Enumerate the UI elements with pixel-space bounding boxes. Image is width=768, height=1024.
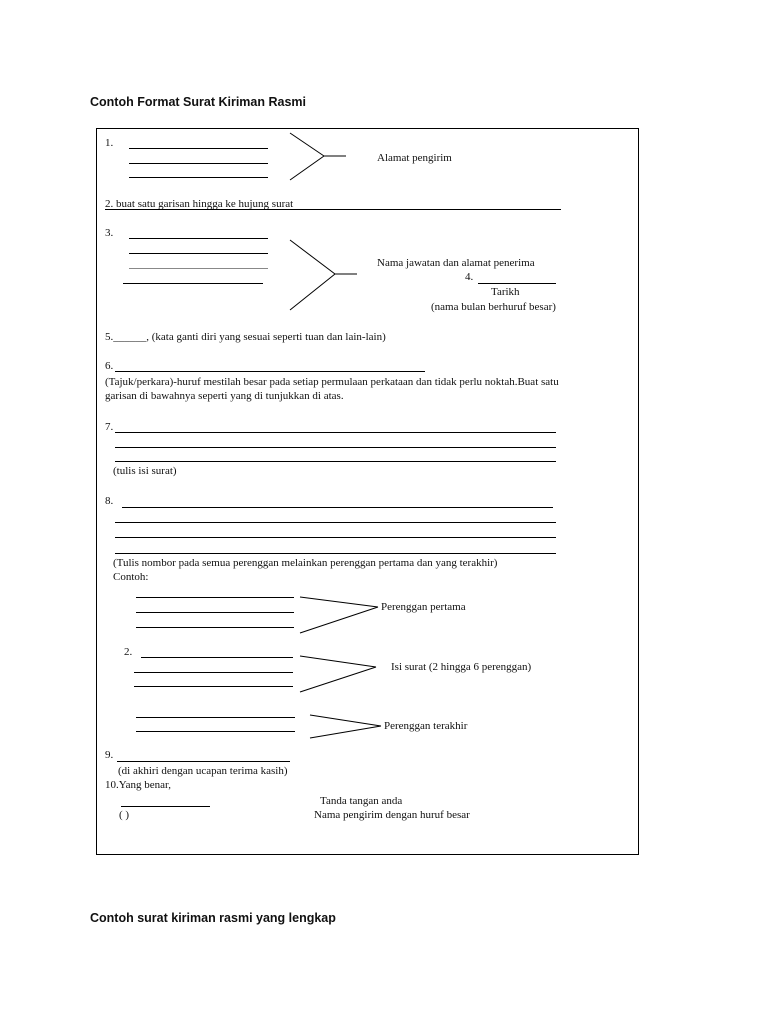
item-5-text: 5.______, (kata ganti diri yang sesuai seperti tuan dan lain-lain)	[105, 331, 386, 343]
paragraph-line	[115, 522, 556, 523]
closing-line	[117, 761, 290, 762]
sender-name-label: Nama pengirim dengan huruf besar	[314, 809, 470, 821]
example-line	[136, 612, 294, 613]
numbering-note: (Tulis nombor pada semua perenggan melainkan perenggan pertama dan yang terakhir)	[113, 557, 498, 569]
example-line	[141, 657, 293, 658]
example-line	[136, 731, 295, 732]
example-line	[136, 627, 294, 628]
first-paragraph-label: Perenggan pertama	[381, 601, 466, 613]
page-title: Contoh Format Surat Kiriman Rasmi	[90, 95, 306, 109]
item-8-number: 8.	[105, 495, 114, 507]
brace-arrow-icon	[0, 0, 1, 1]
example-line	[134, 686, 293, 687]
example-line	[136, 717, 295, 718]
signature-line	[121, 806, 210, 807]
closing-note: (di akhiri dengan ucapan terima kasih)	[118, 765, 288, 777]
content-note: (tulis isi surat)	[113, 465, 177, 477]
recipient-line	[123, 283, 263, 284]
paragraph-line	[115, 553, 556, 554]
item-3-number: 3.	[105, 227, 114, 239]
section-title: Contoh surat kiriman rasmi yang lengkap	[90, 911, 336, 925]
sender-address-label: Alamat pengirim	[377, 152, 452, 164]
example-label: Contoh:	[113, 571, 149, 583]
recipient-line	[129, 253, 268, 254]
content-line	[115, 432, 556, 433]
month-note: (nama bulan berhuruf besar)	[431, 301, 556, 313]
item-1-number: 1.	[105, 137, 114, 149]
example-line	[134, 672, 293, 673]
item-9-number: 9.	[105, 749, 114, 761]
recipient-line	[129, 238, 268, 239]
content-line	[115, 447, 556, 448]
name-parentheses: ( )	[119, 809, 130, 821]
item-6-number: 6.	[105, 360, 114, 372]
recipient-line	[129, 268, 268, 269]
last-paragraph-label: Perenggan terakhir	[384, 720, 468, 732]
item-2-text: 2. buat satu garisan hingga ke hujung surat	[105, 198, 294, 210]
signature-label: Tanda tangan anda	[320, 795, 403, 807]
title-note-line2: garisan di bawahnya seperti yang di tunjukkan di atas.	[105, 390, 344, 402]
date-label: Tarikh	[491, 286, 520, 298]
example-2-number: 2.	[124, 646, 133, 658]
title-line	[115, 371, 425, 372]
recipient-label: Nama jawatan dan alamat penerima	[377, 257, 535, 269]
address-line	[129, 177, 268, 178]
date-line	[478, 283, 556, 284]
paragraph-line	[115, 537, 556, 538]
content-line	[115, 461, 556, 462]
full-width-line	[105, 209, 561, 210]
body-paragraph-label: Isi surat (2 hingga 6 perenggan)	[391, 661, 532, 673]
example-line	[136, 597, 294, 598]
paragraph-line	[122, 507, 553, 508]
item-10-text: 10.Yang benar,	[105, 779, 171, 791]
item-4-number: 4.	[465, 271, 474, 283]
address-line	[129, 148, 268, 149]
address-line	[129, 163, 268, 164]
title-note-line1: (Tajuk/perkara)-huruf mestilah besar pada setiap permulaan perkataan dan tidak perlu noktah.Buat satu	[105, 376, 559, 388]
item-7-number: 7.	[105, 421, 114, 433]
